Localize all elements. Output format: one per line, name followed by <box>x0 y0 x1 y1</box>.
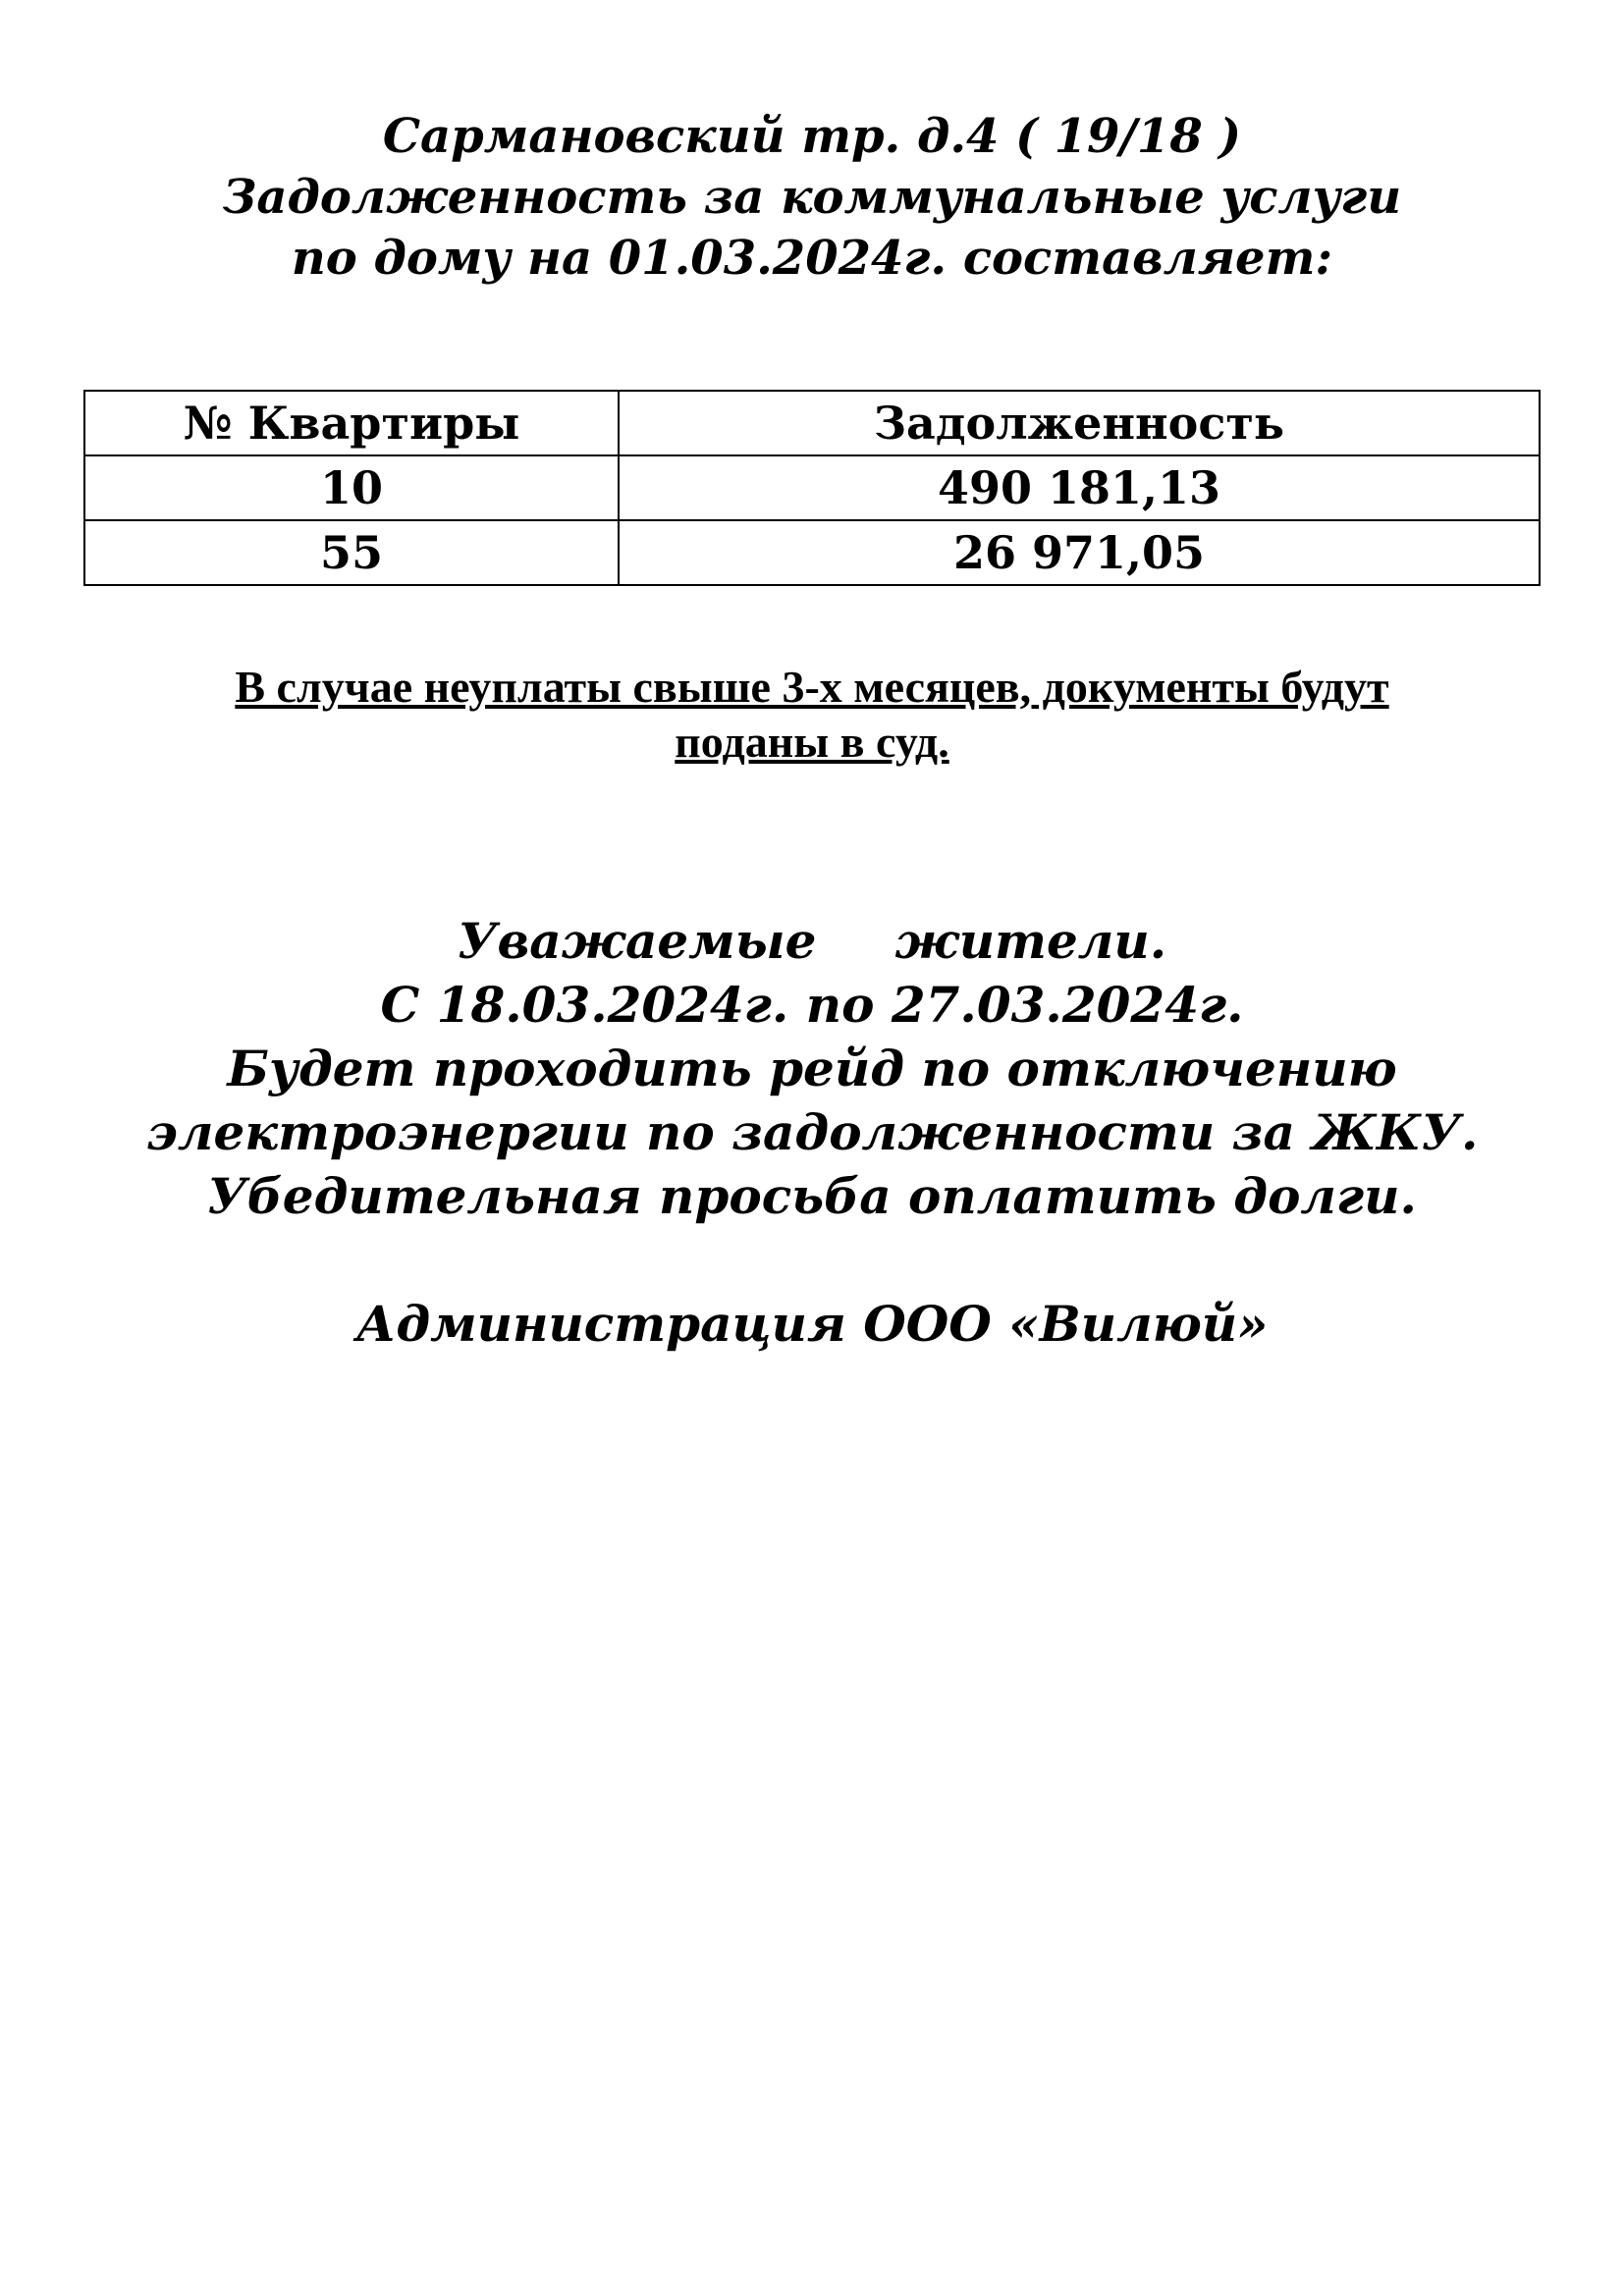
notice-date-range: С 18.03.2024г. по 27.03.2024г. <box>380 976 1244 1034</box>
notice-signature: Администрация ООО «Вилюй» <box>355 1295 1269 1353</box>
apartment-number: 10 <box>84 455 619 520</box>
apartment-number: 55 <box>84 520 619 585</box>
table-header-row <box>84 391 1540 455</box>
debt-date-line: по дому на 01.03.2024г. составляет: <box>291 231 1333 286</box>
document-header <box>0 106 1624 289</box>
greeting-word-1: Уважаемые <box>457 912 817 970</box>
table-row <box>84 455 1540 520</box>
notice-request-line: Убедительная просьба оплатить долги. <box>207 1167 1417 1225</box>
greeting-word-2: жители. <box>894 912 1167 970</box>
court-warning <box>0 660 1624 770</box>
address-title: Сармановский тр. д.4 ( 19/18 ) <box>382 109 1242 164</box>
warning-line-1: В случае неуплаты свыше 3-х месяцев, документы будут <box>235 662 1389 712</box>
debt-title: Задолженность за коммунальные услуги <box>222 170 1402 225</box>
debt-table <box>83 390 1541 586</box>
resident-notice <box>0 909 1624 1356</box>
notice-greeting <box>0 909 1624 973</box>
debt-amount: 490 181,13 <box>619 455 1540 520</box>
column-header-apartment: № Квартиры <box>84 391 619 455</box>
warning-line-2: поданы в суд. <box>675 717 949 767</box>
notice-raid-line: Будет проходить рейд по отключению <box>227 1040 1397 1097</box>
table-row <box>84 520 1540 585</box>
debt-amount: 26 971,05 <box>619 520 1540 585</box>
column-header-debt: Задолженность <box>619 391 1540 455</box>
notice-electricity-line: электроэнергии по задолженности за ЖКУ. <box>145 1103 1479 1161</box>
